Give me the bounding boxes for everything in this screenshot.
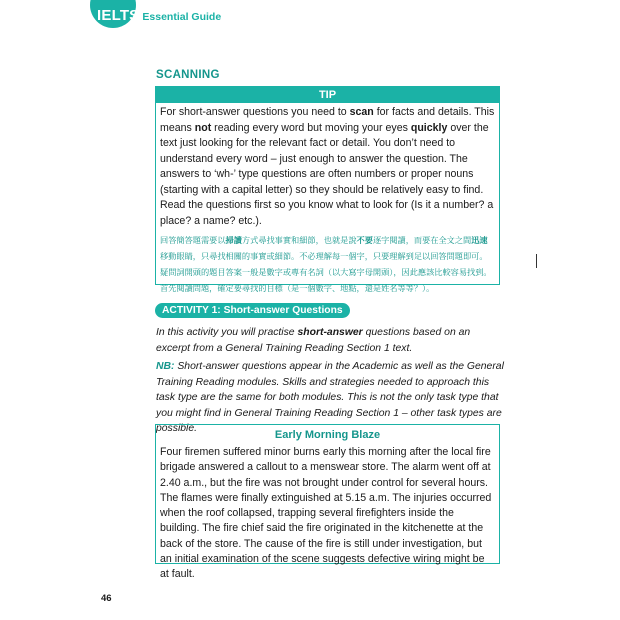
- article-body: Four firemen suffered minor burns early this morning after the local fire brigade answered a callout to a menswear store. The alarm went off at 2.40 a.m., but the fire was not brought under control for several hours. The flames were finally extinguished at 5.15 a.m. The injuries occurred when the roof collapsed, trapping several firefighters inside the building. The fire chief said the fire originated in the kitchenette at the back of the store. The cause of the fire is still under investigation, but an initial examination of the scene suggests defective wiring might be at fault.: [160, 446, 492, 581]
- tip-box: [155, 86, 500, 293]
- brand-ielts: IELTS: [97, 7, 140, 24]
- activity-intro: In this activity you will practise short-answer questions based on an excerpt from a General Training Reading Section 1 text.: [156, 327, 471, 354]
- activity-heading: ACTIVITY 1: Short-answer Questions: [155, 303, 350, 318]
- article-title: Early Morning Blaze: [274, 429, 381, 441]
- brand-guide: Essential Guide: [142, 11, 222, 23]
- article-box: [155, 424, 500, 581]
- page-number: 46: [101, 593, 112, 604]
- tip-label: TIP: [156, 87, 499, 103]
- text-cursor-mark: [536, 254, 537, 268]
- nb-note: NB: Short-answer questions appear in the Academic as well as the General Training Reading modules. Skills and strategies needed to approach this task type are the same for both modules. This is not the only task type that you might find in General Training Reading Section 1 – other task types are possible.: [156, 361, 504, 434]
- section-title: SCANNING: [156, 69, 220, 81]
- header-brand: [97, 7, 221, 27]
- tip-english-text: For short-answer questions you need to scan for facts and details. This means not reading every word but moving your eyes quickly over the text just looking for the relevant fact or detail. You don’t need to understand every word – just enough to answer the question. The answers to ‘wh-’ type questions are often numbers or proper nouns (starting with a capital letter) so they should be relatively easy to find. Read the questions first so you know what to look for (Is it a number? a place? a name? etc.).: [160, 106, 495, 227]
- tip-chinese-text: 回答簡答題需要以掃讀方式尋找事實和細節，也就是說不要逐字閱讀，而要在全文之間迅速移動眼睛，只尋找相關的事實或細節。不必理解每一個字，只要理解到足以回答問題即可。疑問詞開頭的題目答案一般是數字或專有名詞（以大寫字母開頭），因此應該比較容易找到。首先閱讀問題，確定要尋找的目標（是一個數字、地點，還是姓名等等？）。: [160, 235, 492, 293]
